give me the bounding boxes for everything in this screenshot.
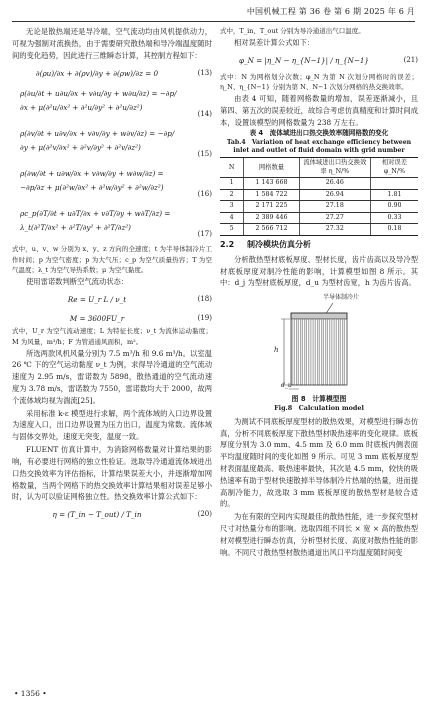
paragraph-grid-conclusion: 由表 4 可知，随着网格数量的增加，误差逐渐减小，且第四、第五次的误差较近，故综合考虑仿真精度和计算时间成本，设置该模型的网格数量为 238 万左右。	[220, 94, 418, 127]
table-row	[220, 189, 418, 201]
paragraph-model-intro: 分析散热型材底板厚度、型材长度，齿片齿高以及导冷型材底板厚度对制冷性能的影响，计算模型如图 8 所示。其中：d_j 为型材底板厚度，d_u 为型材齿宽，h 为齿片齿高。	[220, 254, 418, 288]
table-row	[220, 212, 418, 224]
equation-16-body: ρ(∂w/∂t + u∂w/∂x + v∂w/∂y + w∂w/∂z) = −∂p/∂z + μ(∂²w/∂x² + ∂²w/∂y² + ∂²w/∂z²)	[20, 169, 164, 193]
equation-20-body: η = (T_in − T_out) / T_in	[52, 510, 142, 520]
table-cell: 27.18	[299, 201, 370, 213]
figure-8-caption-en: Fig.8 Calculation model	[274, 404, 364, 413]
equation-16-number: (16)	[197, 190, 212, 199]
equation-17	[12, 204, 212, 244]
equation-20	[12, 504, 212, 526]
equation-14-body: ρ(∂u/∂t + u∂u/∂x + v∂u/∂y + w∂u/∂z) = −∂p/∂x + μ(∂²u/∂x² + ∂²u/∂y² + ∂²u/∂z²)	[20, 89, 177, 113]
left-column	[12, 26, 212, 526]
running-header	[0, 6, 427, 20]
equation-13-number: (13)	[197, 68, 212, 77]
table-cell: 0.18	[370, 224, 418, 236]
table-header-n: N	[220, 158, 244, 178]
table-cell: 0.33	[370, 212, 418, 224]
table-4-title-cn: 表 4 流体域进出口热交换效率随网格数的变化	[249, 129, 389, 138]
paragraph-reynolds-intro: 使用雷诺数判断空气流动状态：	[26, 276, 129, 286]
paragraph-eta-symbols: 式中，T_in、T_out 分别为导冷通道出气口温度。	[220, 27, 365, 35]
figure-8-calculation-model	[259, 293, 379, 393]
equation-19-number: (19)	[197, 313, 212, 322]
equation-18-number: (18)	[197, 294, 212, 303]
equation-13	[12, 62, 212, 84]
paragraph-base-thickness: 为测试不同底板厚度型材的散热效果，对模型进行瞬态仿真，分析不同底板厚度下散热型材吸热速率的变化规律。底板厚度分别为 3.0 mm、4.5 mm 及 6.0 mm 时底板内侧表面平均温度随时间的变化如图 9 所示。可见 3 mm 底板厚度型材表面温度最高、吸热速率最快，其次是 4.5 mm，较快的吸热速率有助于型材快速散掉半导体制冷片热端的热量，进而提高制冷能力，故选取 3 mm 底板厚度的散热型材是较合适的。	[220, 416, 418, 509]
equation-15	[12, 124, 212, 164]
equation-19	[12, 310, 212, 326]
equation-16	[12, 164, 212, 204]
equation-14	[12, 84, 212, 124]
fig-label-h: h	[274, 346, 279, 355]
table-cell: 26.94	[299, 189, 370, 201]
equation-20-number: (20)	[197, 510, 212, 519]
table-row	[220, 178, 418, 190]
table-cell: 2 566 712	[244, 224, 299, 236]
header-rule	[12, 21, 415, 22]
table-cell: 1 584 722	[244, 189, 299, 201]
paragraph-relative-error-intro: 相对误差计算公式如下：	[234, 38, 315, 48]
table-cell: 5	[220, 224, 244, 236]
table-cell: 2 389 446	[244, 212, 299, 224]
paragraph-error-symbols: 式中：N 为网格划分次数；φ_N 为第 N 次划分网格时的误差；η_N、η_{N−1} 分别为第 N、N−1 次划分网格的热交换效率。	[220, 72, 418, 91]
fig-label-tec: 半导体制冷片	[323, 294, 360, 302]
table-cell	[370, 178, 418, 190]
paragraph-governing-intro: 无论是散热端还是导冷端，空气流动均由风机提供动力，可视为强制对流换热，由于需要研究散热端和导冷端温度随时间的变化趋势，因此进行三维瞬态计算，其控制方程如下：	[12, 27, 212, 60]
journal-running-title: 中国机械工程 第 36 卷 第 6 期 2025 年 6 月	[246, 7, 415, 16]
equation-13-body: ∂(ρu)/∂x + ∂(ρv)/∂y + ∂(ρw)/∂z = 0	[35, 68, 159, 78]
table-header-grid-count: 网格数量	[244, 158, 299, 178]
calculation-model-drawing	[259, 293, 379, 393]
paragraph-profile-size: 为在有限的空间内实现最佳的散热性能，进一步探究型材尺寸对热量分布的影响。选取四组不同长 × 宽 × 高的散热型材对模型进行瞬态仿真，分析型材长度、高度对散热性能的影响。不同尺寸散热型材散热通道出风口平均温度随时间变	[220, 512, 418, 557]
fig-label-du: d_u	[281, 382, 292, 390]
equation-15-number: (15)	[197, 150, 212, 159]
table-cell: 2	[220, 189, 244, 201]
equation-18	[12, 288, 212, 310]
table-4-title-en-line1: Tab.4 Variation of heat exchange efficiency between	[226, 138, 412, 146]
table-header-row	[220, 158, 418, 178]
figure-8-caption-cn: 图 8 计算模型图	[291, 395, 347, 404]
table-cell: 27.27	[299, 212, 370, 224]
paragraph-k-epsilon: 采用标准 k-ε 模型进行求解，两个流体域的入口边界设置为速度入口，出口边界设置为压力出口，温度为常数。流体域与固体交界处，速度无突变，温度一致。	[12, 408, 212, 442]
section-number: 2.2	[220, 239, 235, 249]
table-row	[220, 201, 418, 213]
paragraph-symbols-1: 式中，u、v、w 分别为 x、y、z 方向的全速度；t 为半导体制冷片工作时间；p 为空气密度；p 为大气压；c_p 为空气质量热容；T 为空气温度；λ_t 为空气导热系数；μ 为空气黏度。	[12, 245, 212, 274]
paragraph-fan-flow: 所选两款风机风量分别为 7.5 m³/h 和 9.6 m³/h。以室温 26 ℃ 下的空气运动黏度 ν_t 为例，求得导冷通道的空气流动速度为 2.95 m/s，雷诺数为 5898，散热通道的空气流动速度为 3.78 m/s，雷诺数为 7550，雷诺数均大于 2000，故两个流体域均视为湍流[25]。	[12, 348, 212, 405]
table-cell: 1	[220, 178, 244, 190]
table-cell: 26.46	[299, 178, 370, 190]
equation-18-body: Re = U_r L / ν_t	[67, 294, 127, 304]
equation-17-body: ρc_p(∂T/∂t + u∂T/∂x + v∂T/∂y + w∂T/∂z) = λ_t(∂²T/∂x² + ∂²T/∂y² + ∂²T/∂z²)	[20, 209, 171, 233]
table-cell: 1.81	[370, 189, 418, 201]
table-cell: 2 171 225	[244, 201, 299, 213]
equation-17-number: (17)	[197, 230, 212, 239]
table-cell: 0.90	[370, 201, 418, 213]
right-column	[220, 26, 418, 560]
table-cell: 27.32	[299, 224, 370, 236]
equation-14-number: (14)	[197, 110, 212, 119]
equation-21-body: φ_N = |η_N − η_{N−1}| / η_{N−1}	[239, 56, 369, 66]
equation-21	[220, 50, 418, 72]
page-number: • 1356 •	[14, 689, 47, 698]
equation-21-number: (21)	[403, 56, 418, 65]
equation-15-body: ρ(∂v/∂t + u∂v/∂x + v∂v/∂y + w∂v/∂z) = −∂p/∂y + μ(∂²v/∂x² + ∂²v/∂y² + ∂²v/∂z²)	[20, 129, 175, 153]
table-cell: 4	[220, 212, 244, 224]
table-cell: 1 143 668	[244, 178, 299, 190]
section-title: 制冷模块仿真分析	[246, 239, 311, 249]
table-4-title-en	[220, 139, 418, 156]
table-4-title-en-line2: inlet and outlet of fluid domain with grid number	[233, 147, 405, 155]
table-cell: 3	[220, 201, 244, 213]
paragraph-grid-independence: FLUENT 仿真计算中，为消除网格数量对计算结果的影响，有必要进行网格的独立性验证。选取导冷通道流体域进出口热交换效率为评估指标，计算结果误差大小，并逐渐增加网格数量，当两个网格下的热交换效率计算结果相对误差足够小时，认为可以验证网格独立性。热交换效率计算公式如下：	[12, 445, 212, 502]
table-header-efficiency: 流体域进出口热交换效率 η_N/%	[299, 158, 370, 178]
paragraph-symbols-2: 式中，U_r 为空气流动速度；L 为特征长度；ν_t 为流体运动黏度；M 为风量，m³/h；F 为管道通风面积，m²。	[12, 327, 212, 346]
equation-19-body: M = 3600FU_r	[69, 313, 125, 323]
section-heading-2-2	[220, 239, 418, 252]
table-row	[220, 224, 418, 236]
table-header-error: 相对误差 φ_N/%	[370, 158, 418, 178]
table-4	[220, 157, 418, 236]
